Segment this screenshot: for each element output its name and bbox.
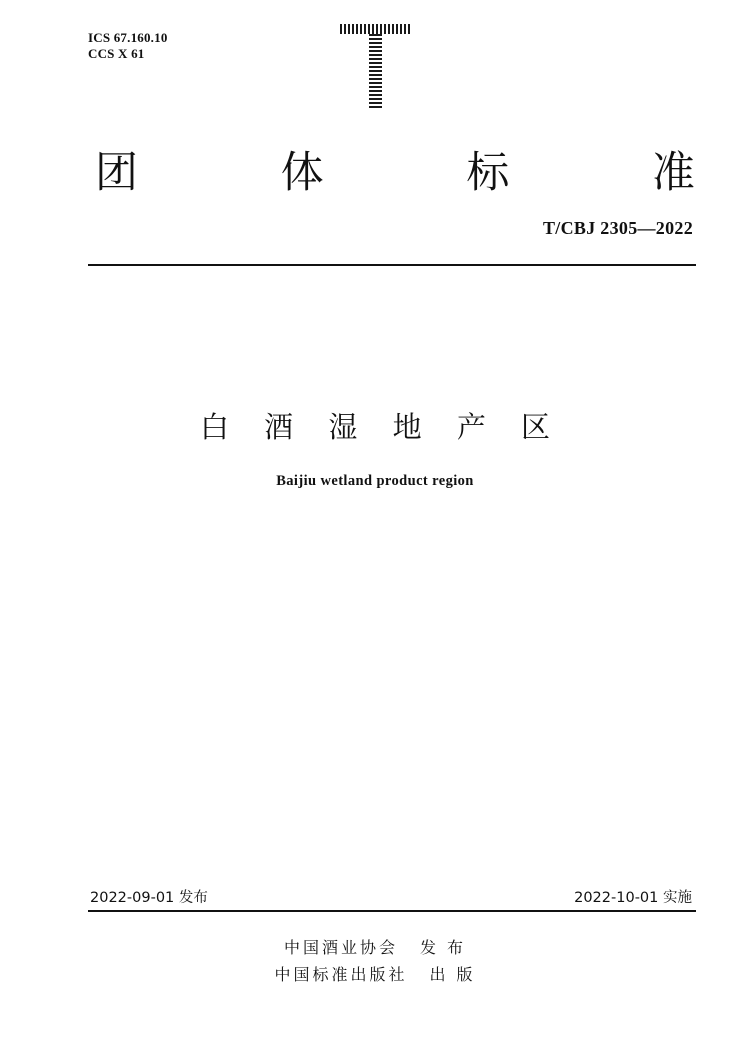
publisher-action-2: 出 版 [429, 965, 476, 984]
t-standard-logo-icon [340, 24, 410, 108]
standard-number: T/CBJ 2305—2022 [542, 218, 693, 238]
logo-container [0, 24, 750, 113]
logo-top-bar-hatch [340, 24, 410, 34]
implementation-date: 2022-10-01 实施 [574, 890, 692, 906]
publisher-action-1: 发 布 [419, 938, 467, 957]
subject-title-chinese: 白 酒 湿 地 产 区 [199, 410, 564, 444]
publisher-org-2: 中国标准出版社 [274, 965, 408, 984]
publisher-line-2 [0, 961, 750, 988]
subject-title-english: Baijiu wetland product region [276, 473, 474, 489]
header-divider [88, 264, 696, 266]
issue-date: 2022-09-01 发布 [90, 890, 208, 906]
ics-code: ICS 67.160.10 [88, 30, 168, 45]
title-char-4: 准 [651, 148, 695, 198]
footer-divider [88, 910, 696, 912]
title-char-3: 标 [466, 148, 510, 198]
publisher-org-1: 中国酒业协会 [283, 938, 398, 957]
publisher-block [0, 934, 750, 988]
title-char-1: 团 [95, 148, 138, 198]
logo-stem-hatch [369, 34, 382, 108]
publisher-line-1 [0, 934, 750, 961]
ccs-code: CCS X 61 [88, 46, 145, 61]
title-char-2: 体 [280, 148, 324, 198]
page-title [95, 139, 695, 200]
